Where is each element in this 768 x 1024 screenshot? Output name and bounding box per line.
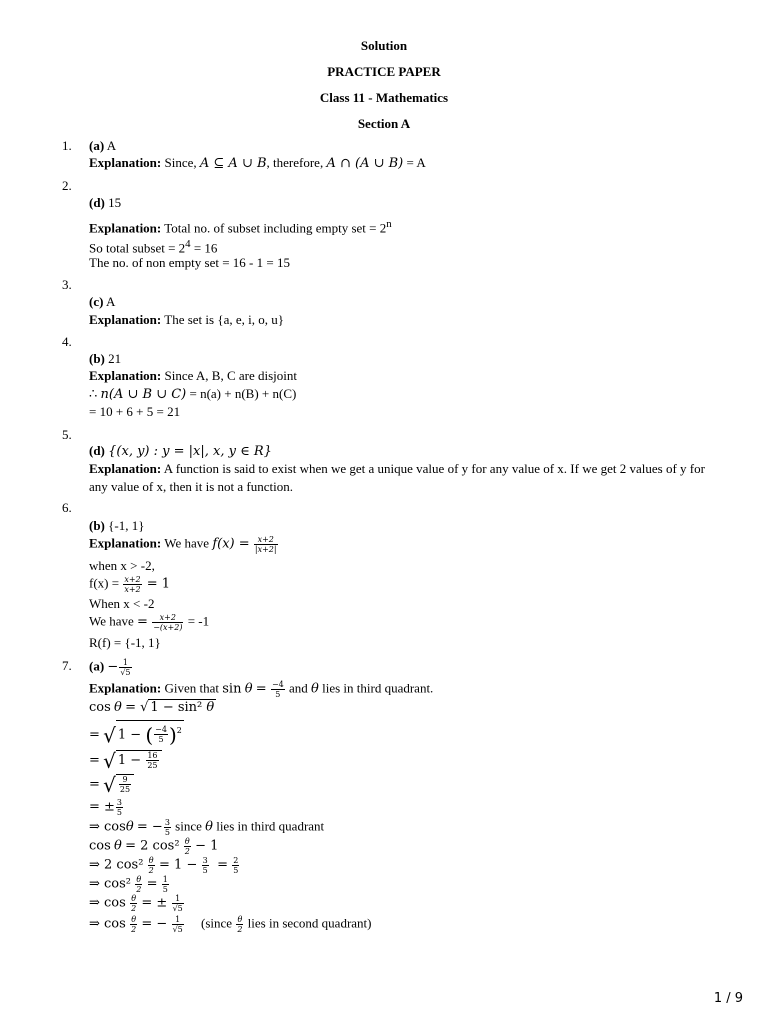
math-line: = √ $\frac{9}{25}$ — [89, 774, 134, 794]
question-number: 3. — [62, 277, 72, 292]
explanation-line: Explanation: Given that sin θ = $\frac{-4}{5}$ and θ lies in third quadrant. — [89, 680, 434, 699]
math-line: cos θ = √ 1 − sin² θ — [89, 700, 215, 715]
math-line: ⇒ cos² $\frac{\theta}{2}$ = $\frac{1}{5}$ — [89, 875, 168, 894]
doc-title-class: Class 11 - Mathematics — [319, 90, 449, 105]
answer-line: (c) A — [89, 294, 116, 309]
math-line: cos θ = 2 cos² $\frac{\theta}{2}$ − 1 — [89, 837, 219, 856]
explanation-line: Explanation: Since A, B, C are disjoint — [89, 368, 298, 383]
explanation-line: Explanation: Total no. of subset including empty set = $2^n$ — [89, 218, 392, 236]
explanation-paragraph: Explanation: A function is said to exist when we get a unique value of y for any value of x. If we get 2 values of y for any value of x, then it is not a function. — [89, 461, 705, 494]
text-line: = 10 + 6 + 5 = 21 — [89, 404, 181, 419]
text-line: when x > -2, — [89, 558, 155, 573]
math-line: = √ 1 − ( $\frac{-4}{5}$ )$^2$ — [89, 720, 184, 744]
math-line: f(x) = $\frac{x+2}{x+2}$ = 1 — [89, 575, 171, 594]
explanation-line: Explanation: Since, A ⊆ A ∪ B, therefore, A ∩ (A ∪ B) = A — [89, 155, 426, 171]
text-line: R(f) = {-1, 1} — [89, 635, 161, 650]
answer-line: (d) 15 — [89, 195, 122, 210]
text-line: When x < -2 — [89, 596, 155, 611]
doc-title-solution: Solution — [360, 38, 408, 53]
explanation-line: Explanation: The set is {a, e, i, o, u} — [89, 312, 284, 327]
question-number: 7. — [62, 658, 72, 673]
math-line: We have = $\frac{x+2}{-(x+2)}$ = -1 — [89, 613, 210, 632]
question-number: 2. — [62, 178, 72, 193]
math-line: = √ 1 − $\frac{16}{25}$ — [89, 750, 162, 770]
page-indicator: 1 / 9 — [713, 991, 743, 1006]
question-number: 1. — [62, 138, 72, 153]
math-line: ⇒ 2 cos² $\frac{\theta}{2}$ = 1 − $\frac{3}{5}$ = $\frac{2}{5}$ — [89, 856, 239, 875]
answer-line: (d) {(x, y) : y = |x|, x, y ∈ R} — [89, 443, 272, 459]
text-line: ∴ n(A ∪ B ∪ C) = n(a) + n(B) + n(C) — [89, 386, 297, 402]
question-number: 6. — [62, 500, 72, 515]
text-line: So total subset = $2^4 = 16$ — [89, 238, 218, 256]
math-line: = ± $\frac{3}{5}$ — [89, 798, 123, 817]
doc-title-paper: PRACTICE PAPER — [327, 64, 441, 79]
math-line: ⇒ cos $\frac{\theta}{2}$ = − $\frac{1}{√5}$ (since $\frac{\theta}{2}$ lies in second quadrant) — [89, 915, 372, 934]
answer-line: (b) {-1, 1} — [89, 518, 145, 533]
answer-line: (a) − $\frac{1}{√5}$ — [89, 658, 131, 677]
question-number: 5. — [62, 427, 72, 442]
text-line: The no. of non empty set = 16 - 1 = 15 — [89, 255, 290, 270]
explanation-line: Explanation: We have f(x) = $\frac{x+2}{|x+2|}$ — [89, 535, 277, 554]
math-line: ⇒ cosθ = − $\frac{3}{5}$ since θ lies in third quadrant — [89, 818, 325, 837]
answer-line: (b) 21 — [89, 351, 122, 366]
section-heading: Section A — [357, 116, 411, 131]
question-number: 4. — [62, 334, 72, 349]
math-line: ⇒ cos $\frac{\theta}{2}$ = ± $\frac{1}{√5}$ — [89, 894, 183, 913]
answer-line: (a) A — [89, 138, 117, 153]
